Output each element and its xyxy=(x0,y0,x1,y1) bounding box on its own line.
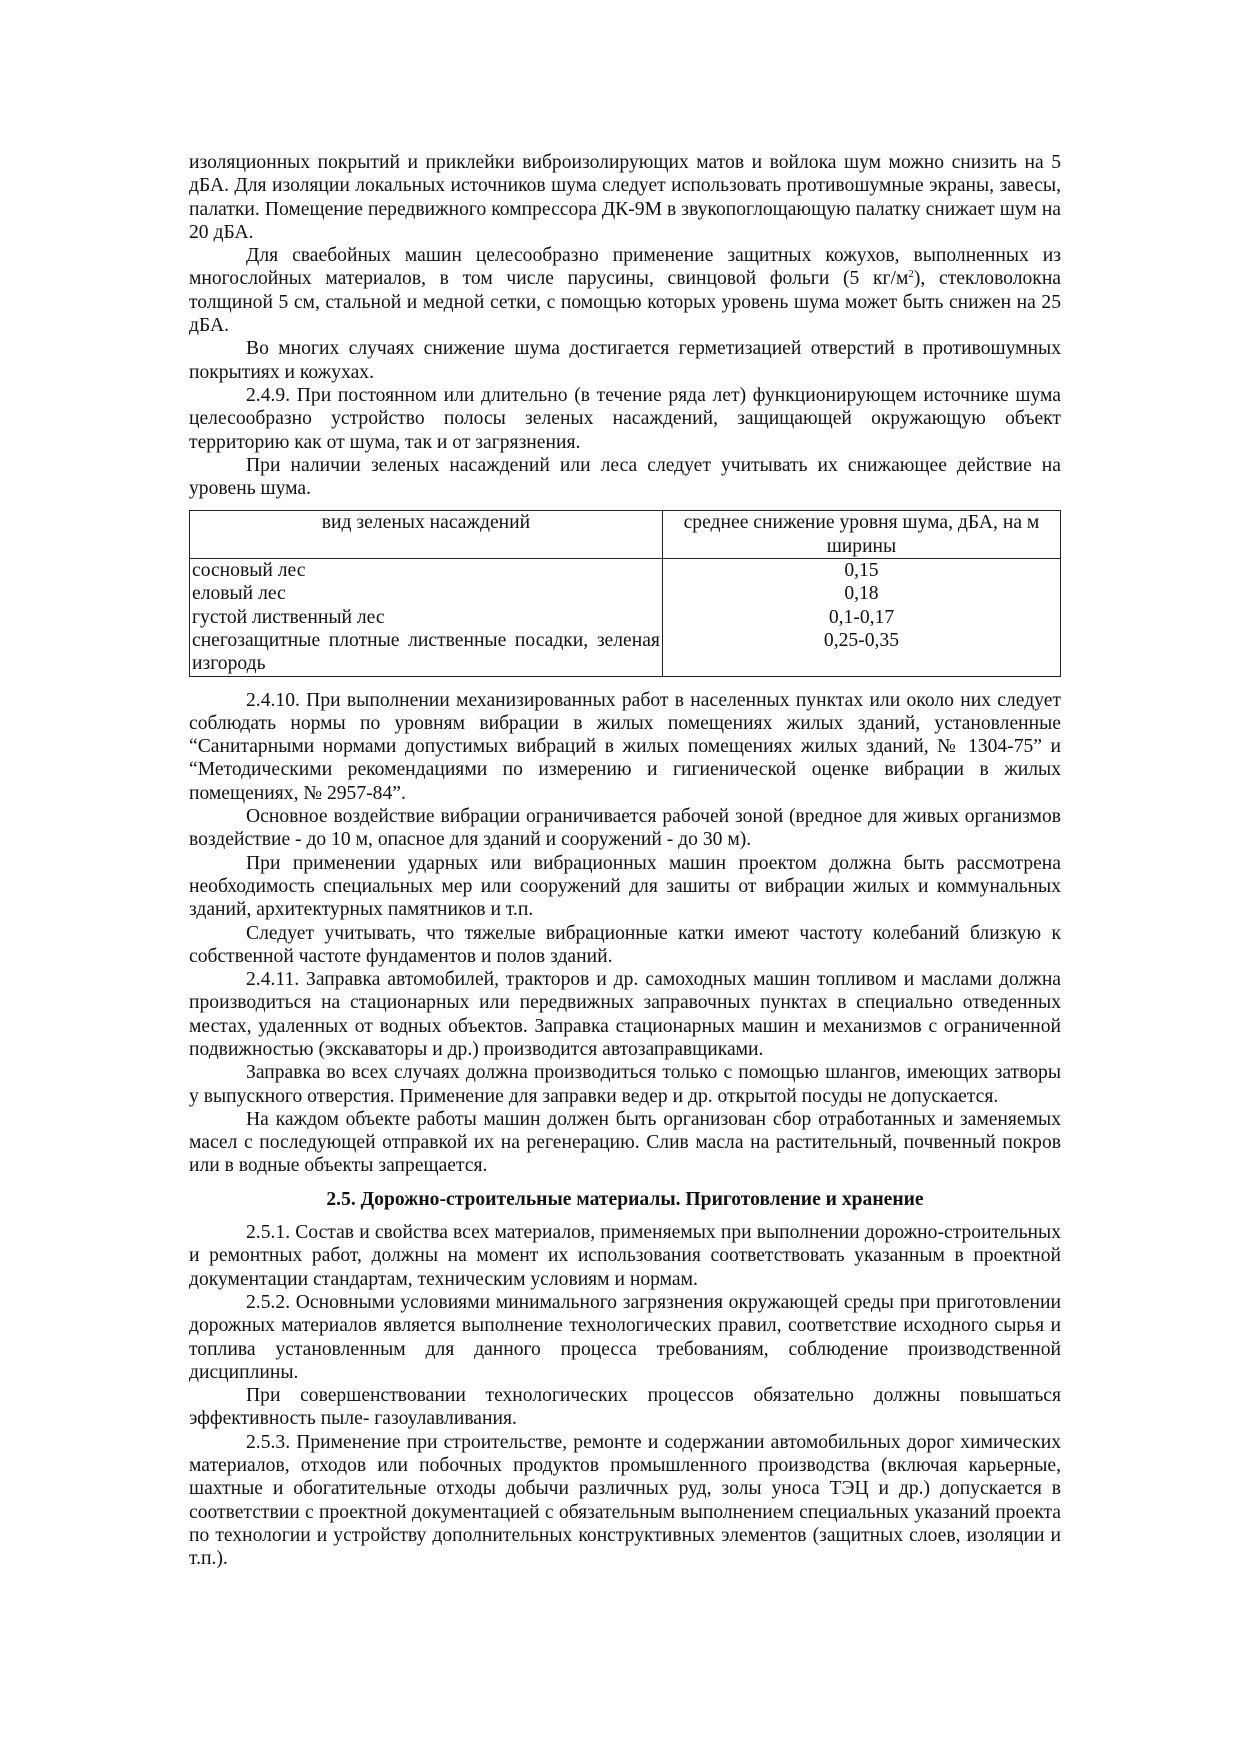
paragraph-2-4-10: 2.4.10. При выполнении механизированных работ в населенных пунктах или около них следует соблюдать нормы по уровням вибрации в жилых помещениях жилых зданий, установленные “Санитарными нормами допустимых вибраций в жилых помещениях жилых зданий, № 1304-75” и “Методическими рекомендациями по измерению и гигиенической оценке вибрации в жилых помещениях, № 2957-84”. xyxy=(189,689,1061,804)
table-cell-value: 0,18 xyxy=(844,583,879,605)
table-header-type: вид зеленых насаждений xyxy=(190,511,663,559)
paragraph-noise-insulation: изоляционных покрытий и приклейки виброизолирующих матов и войлока шум можно снизить на 5 дБА. Для изоляции локальных источников шума следует использовать противошумные экраны, завесы, палатки. Помещение передвижного компрессора ДК-9М в звукопоглощающую палатку снижает шум на 20 дБА. xyxy=(189,152,1061,243)
table-header-reduction: среднее снижение уровня шума, дБА, на м ширины xyxy=(662,511,1060,559)
paragraph-sealing: Во многих случаях снижение шума достигается герметизацией отверстий в противошумных покрытиях и кожухах. xyxy=(189,338,1061,383)
noise-reduction-table xyxy=(189,510,1061,676)
table-cell-value: 0,25-0,35 xyxy=(823,629,900,651)
paragraph-2-4-11: 2.4.11. Заправка автомобилей, тракторов и др. самоходных машин топливом и маслами должна производиться на стационарных или передвижных заправочных пунктах в специально отведенных местах, удаленных от водных объектов. Заправка стационарных машин и механизмов с ограниченной подвижностью (экскаваторы и др.) производится автозаправщиками. xyxy=(189,969,1061,1060)
table-col-values xyxy=(662,559,1060,676)
paragraph-vibration-zone: Основное воздействие вибрации ограничивается рабочей зоной (вредное для живых организмов воздействие - до 10 м, опасное для зданий и сооружений - до 30 м). xyxy=(189,806,1061,851)
paragraph-2-5-2: 2.5.2. Основными условиями минимального загрязнения окружающей среды при приготовлении дорожных материалов является выполнение технологических правил, соответствие исходного сырья и топлива установленным для данного процесса требованиям, соблюдение производственной дисциплины. xyxy=(189,1291,1061,1383)
paragraph-dust-capture: При совершенствовании технологических процессов обязательно должны повышаться эффективность пыле- газоулавливания. xyxy=(189,1385,1061,1430)
table-cell-type: снегозащитные плотные лиственные посадки, зеленая изгородь xyxy=(192,629,660,675)
table-body-row xyxy=(190,559,1061,676)
paragraph-impact-machines: При применении ударных или вибрационных машин проектом должна быть рассмотрена необходимость специальных мер или сооружений для зашиты от вибрации жилых и коммунальных зданий, архитектурных памятников и т.п. xyxy=(189,852,1061,921)
table-header-row xyxy=(190,511,1061,559)
table-cell-type: густой лиственный лес xyxy=(192,606,385,628)
document-page xyxy=(189,151,1061,1571)
paragraph-rollers: Следует учитывать, что тяжелые вибрационные катки имеют частоту колебаний близкую к собственной частоте фундаментов и полов зданий. xyxy=(189,922,1061,967)
paragraph-pile-drivers xyxy=(189,244,1061,337)
superscript: 2 xyxy=(908,268,914,281)
table-col-types xyxy=(190,559,663,676)
paragraph-refueling: Заправка во всех случаях должна производиться только с помощью шлангов, имеющих затворы у выпускного отверстия. Применение для заправки ведер и др. открытой посуды не допускается. xyxy=(189,1062,1061,1107)
paragraph-oil-collection: На каждом объекте работы машин должен быть организован сбор отработанных и заменяемых масел с последующей отправкой их на регенерацию. Слив масла на растительный, почвенный покров или в водные объекты запрещается. xyxy=(189,1108,1061,1177)
paragraph-green-spaces: При наличии зеленых насаждений или леса следует учитывать их снижающее действие на уровень шума. xyxy=(189,454,1061,500)
section-heading-2-5: 2.5. Дорожно-строительные материалы. Приготовление и хранение xyxy=(326,1188,924,1210)
table-cell-type: еловый лес xyxy=(192,583,286,605)
paragraph-2-4-9: 2.4.9. При постоянном или длительно (в течение ряда лет) функционирующем источнике шума целесообразно устройство полосы зеленых насаждений, защищающей окружающую объект территорию как от шума, так и от загрязнения. xyxy=(189,384,1061,453)
table-cell-type: сосновый лес xyxy=(192,560,306,582)
paragraph-2-5-3: 2.5.3. Применение при строительстве, ремонте и содержании автомобильных дорог химических материалов, отходов или побочных продуктов промышленного производства (включая карьерные, шахтные и обогатительные отходы добычи различных руд, золы уноса ТЭЦ и др.) допускается в соответствии с проектной документацией с обязательным выполнением специальных указаний проекта по технологии и устройству дополнительных конструктивных элементов (защитных слоев, изоляции и т.п.). xyxy=(189,1431,1061,1570)
table-cell-value: 0,1-0,17 xyxy=(828,606,895,628)
table-cell-value: 0,15 xyxy=(844,560,879,582)
paragraph-text: ), стекловолокна толщиной 5 см, стальной и медной сетки, с помощью которых уровень шума может быть снижен на 25 дБА. xyxy=(189,268,1061,337)
paragraph-text: Для сваебойных машин целесообразно применение защитных кожухов, выполненных из многослойных материалов, в том числе парусины, свинцовой фольги (5 кг/м xyxy=(189,245,1061,290)
paragraph-2-5-1: 2.5.1. Состав и свойства всех материалов, применяемых при выполнении дорожно-строительных и ремонтных работ, должны на момент их использования соответствовать указанным в проектной документации стандартам, техническим условиям и нормам. xyxy=(189,1222,1061,1290)
